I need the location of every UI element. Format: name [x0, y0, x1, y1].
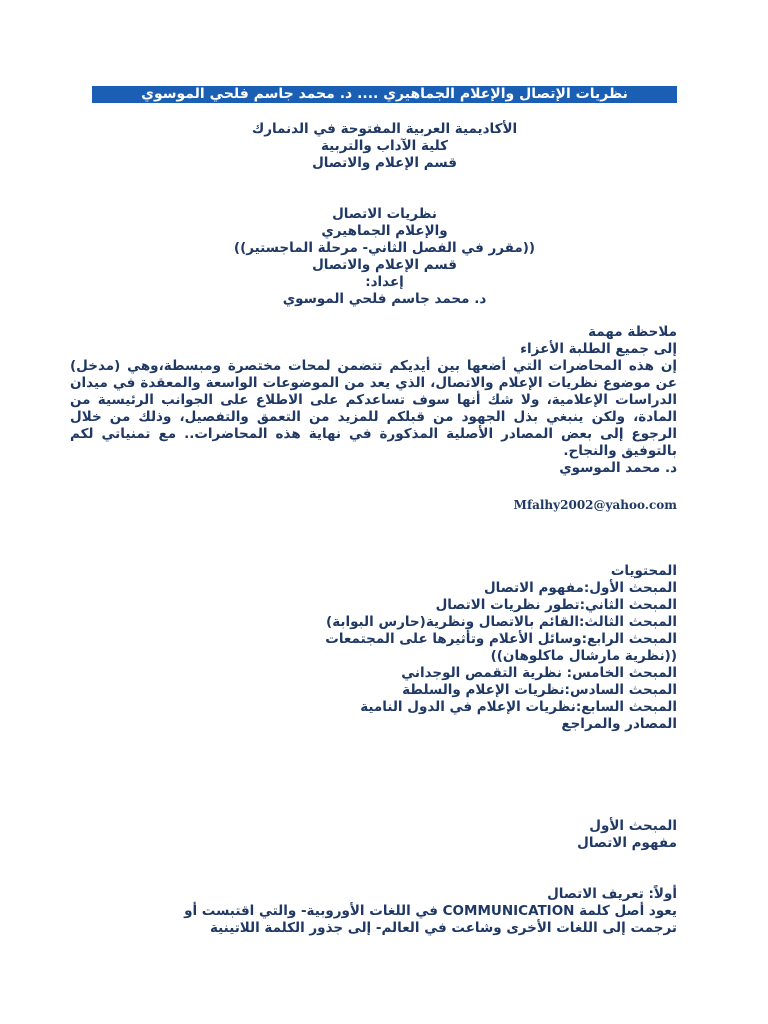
institution-block: [92, 121, 677, 172]
note-signature: د. محمد الموسوي: [559, 460, 677, 476]
contents-item: المبحث الأول:مفهوم الاتصال: [483, 580, 677, 596]
college-name: كلية الآداب والتربية: [320, 138, 449, 154]
contents-item: المبحث السادس:نظريات الإعلام والسلطة: [402, 682, 677, 698]
document-header-title: نظريات الإتصال والإعلام الجماهيري .... د. محمد جاسم فلحي الموسوي: [141, 86, 628, 102]
institution-name: الأكاديمية العربية المفتوحة في الدنمارك: [251, 121, 518, 137]
course-subtitle: ((مقرر في الفصل الثاني- مرحلة الماجستير)): [233, 240, 536, 256]
contents-item: المبحث الثاني:تطور نظريات الاتصال: [435, 597, 677, 613]
section1-heading-block: [577, 818, 677, 852]
contents-heading: المحتويات: [610, 563, 677, 579]
note-greeting: إلى جميع الطلبة الأعزاء: [520, 341, 677, 357]
definition-heading: أولاً: تعريف الاتصال: [547, 886, 677, 902]
section1-label: المبحث الأول: [589, 818, 677, 834]
course-block: [92, 206, 677, 308]
course-department: قسم الإعلام والاتصال: [312, 257, 457, 273]
contents-block: [325, 563, 677, 733]
contents-item: المبحث الثالث:القائم بالاتصال ونظرية(حارس البوابة): [326, 614, 677, 630]
definition-line-2: ترجمت إلى اللغات الأخرى وشاعت في العالم- إلى جذور الكلمة اللاتينية: [209, 920, 677, 936]
contents-item: المصادر والمراجع: [561, 716, 677, 732]
definition-line-1: يعود أصل كلمة COMMUNICATION في اللغات الأوروبية- والتي اقتبست أو: [184, 903, 677, 919]
author-email: Mfalhy2002@yahoo.com: [513, 498, 677, 512]
course-title-2: والإعلام الجماهيري: [321, 223, 448, 239]
document-header-bar: [92, 86, 677, 103]
contents-item: المبحث الرابع:وسائل الأعلام وتأثيرها على المجتمعات: [325, 631, 677, 647]
author-name: د. محمد جاسم فلحي الموسوي: [282, 291, 487, 307]
note-body: إن هذه المحاضرات التي أضعها بين أيديكم تتضمن لمحات مختصرة ومبسطة،وهي (مدخل) عن موضوع نظريات الإعلام والاتصال، الذي يعد من الموضوعات الواسعة والمعقدة في ميدان الدراسات الإعلامية، ولا شك أنها سوف تساعدكم على الاطلاع على الجوانب الرئيسية من المادة، ولكن ينبغي بذل الجهود من قبلكم للمزيد من التعمق والتفصيل، وذلك من خلال الرجوع إلى بعض المصادر الأصلية المذكورة في نهاية هذه المحاضرات.. مع تمنياتي لكم بالتوفيق والنجاح.: [70, 358, 677, 459]
definition-block: [184, 886, 677, 937]
note-heading: ملاحظة مهمة: [588, 324, 677, 340]
course-title-1: نظريات الاتصال: [332, 206, 437, 222]
contents-item: المبحث الخامس: نظرية التقمص الوجداني: [401, 665, 677, 681]
prepared-by-label: إعداد:: [365, 274, 404, 290]
department-name: قسم الإعلام والاتصال: [312, 155, 457, 171]
contents-item: المبحث السابع:نظريات الإعلام في الدول النامية: [360, 699, 677, 715]
section1-title: مفهوم الاتصال: [577, 835, 677, 851]
contents-item: ((نظرية مارشال ماكلوهان)): [490, 648, 677, 664]
note-block: [70, 324, 677, 477]
